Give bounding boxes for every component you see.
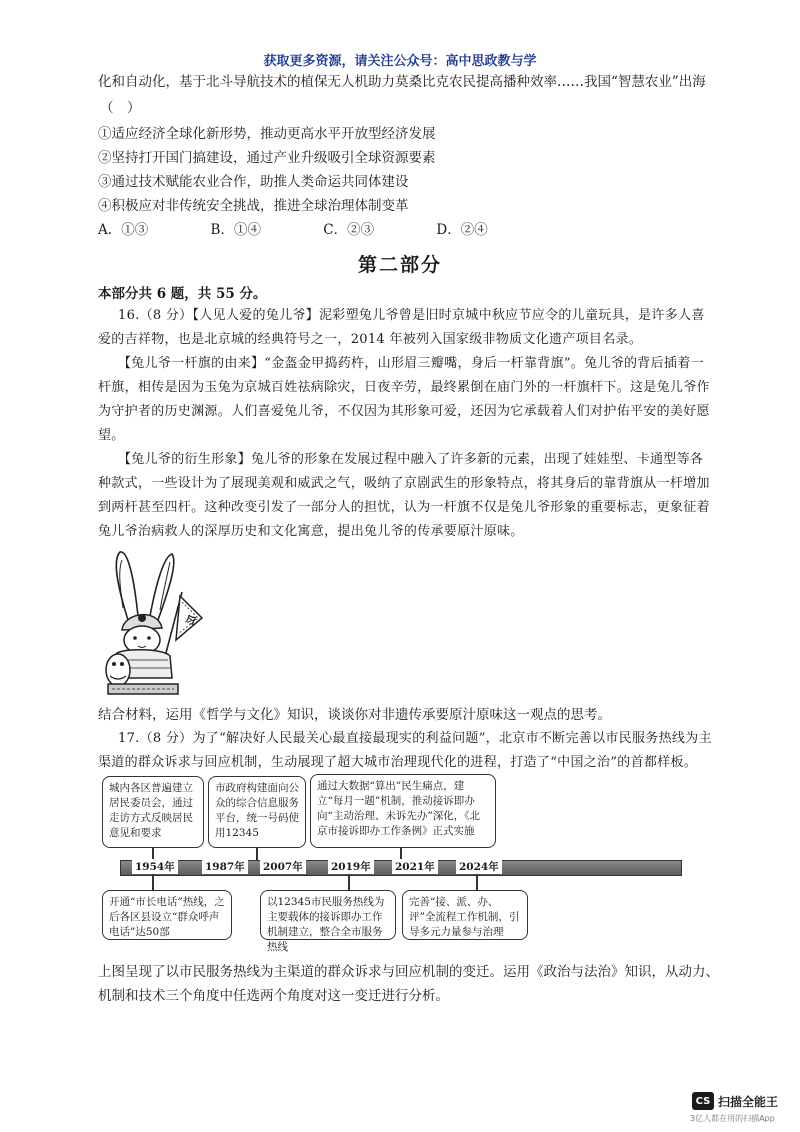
year-label: 2007年 [260,859,306,874]
q16-line-6: 望。 [98,428,125,443]
q15-option-1: ①适应经济全球化新形势，推动更高水平开放型经济发展 [98,126,436,142]
q16-line-10: 兔儿爷治病救人的深厚历史和文化寓意，提出兔儿爷的传承要原汁原味。 [98,524,524,539]
timeline-box-2024: 完善“接、派、办、评”全流程工作机制，引导多元力量参与治理 [402,890,528,940]
q16-line-3: 【兔儿爷一杆旗的由来】“金盔金甲捣药杵，山形眉三瓣嘴，身后一杆靠背旗”。兔儿爷的背后插着一 [118,356,704,371]
q16-line-5: 为守护者的历史渊源。人们喜爱兔儿爷，不仅因为其形象可爱，还因为它承载着人们对护佑平安的美好愿 [98,404,710,419]
year-label: 2021年 [392,859,438,874]
q15-stem-continuation: 化和自动化，基于北斗导航技术的植保无人机助力莫桑比克农民提高播种效率……我国“智慧农业”出海 [98,74,706,90]
q15-option-3: ③通过技术赋能农业合作，助推人类命运共同体建设 [98,174,409,190]
q15-choices [98,220,710,240]
q17-task-line-1: 上图呈现了以市民服务热线为主渠道的群众诉求与回应机制的变迁。运用《政治与法治》知识，从动力、 [98,964,719,980]
choice-c[interactable]: C．②③ [323,222,375,238]
connector [152,874,154,890]
choice-b[interactable]: B．①④ [210,222,261,238]
section-title: 第二部分 [357,254,442,276]
part2-intro: 本部分共 6 题，共 55 分。 [98,286,267,302]
timeline-box-1954: 城内各区普遍建立居民委员会，通过走访方式反映居民意见和要求 [102,776,204,848]
hotline-timeline-diagram [100,770,700,970]
q17-task-line-2: 机制和技术三个角度中任选两个角度对这一变迁进行分析。 [98,988,449,1004]
timeline-box-1987: 开通“市长电话”热线，之后各区县设立“群众呼声电话”达50部 [102,890,232,940]
camscanner-icon: CS [692,1092,714,1110]
timeline-box-2019: 以12345市民服务热线为主要载体的接诉即办工作机制建立，整合全市服务热线 [260,890,396,940]
page-header-banner: 获取更多资源，请关注公众号：高中思政教与学 [263,54,537,69]
q16-line-4: 杆旗，相传是因为玉兔为京城百姓祛病除灾，日夜辛劳，最终累倒在庙门外的一杆旗杆下。这是兔儿爷作 [98,380,710,395]
connector [348,874,350,890]
timeline-box-2007: 市政府构建面向公众的综合信息服务平台，统一号码使用12345 [208,776,306,848]
choice-a[interactable]: A．①③ [98,222,149,238]
camscanner-tagline: 3亿人都在用的扫描App [690,1114,775,1123]
year-label: 1987年 [202,859,248,874]
timeline-box-2021: 通过大数据“算出”民生痛点，建立“每月一题”机制，推动接诉即办向“主动治理、未诉先办”深化，《北京市接诉即办工作条例》正式实施 [310,774,496,848]
q16-line-2: 爱的吉祥物，也是北京城的经典符号之一，2014 年被列入国家级非物质文化遗产项目名录。 [98,332,643,347]
q15-option-4: ④积极应对非传统安全挑战，推进全球治理体制变革 [98,198,409,214]
q16-task: 结合材料，运用《哲学与文化》知识，谈谈你对非遗传承要原汁原味这一观点的思考。 [98,707,611,723]
connector [256,848,258,860]
q16-line-8: 种款式，一些设计为了展现美观和威武之气，吸纳了京剧武生的形象特点，将其身后的靠背旗从一杆增加 [98,476,710,491]
flag-character: 令 [183,612,200,630]
camscanner-name: 扫描全能王 [718,1094,779,1109]
q15-answer-blank: （ ） [100,100,141,116]
year-label: 2024年 [456,859,502,874]
choice-d[interactable]: D．②④ [436,222,488,238]
year-label: 1954年 [132,859,178,874]
connector [476,874,478,890]
q16-line-1: 16.（8 分）【人见人爱的兔儿爷】泥彩塑兔儿爷曾是旧时京城中秋应节应令的儿童玩具，是许多人喜 [118,308,705,323]
camscanner-logo [692,1092,778,1110]
q15-option-2: ②坚持打开国门搞建设，通过产业升级吸引全球资源要素 [98,150,436,166]
q16-line-9: 到两杆甚至四杆。这种改变引发了一部分人的担忧，认为一杆旗不仅是兔儿爷形象的重要标志，更象征着 [98,500,710,515]
year-label: 2019年 [328,859,374,874]
q17-line-2: 渠道的群众诉求与回应机制，生动展现了超大城市治理现代化的进程，打造了“中国之治”的首都样板。 [98,755,698,770]
q16-line-7: 【兔儿爷的衍生形象】兔儿爷的形象在发展过程中融入了许多新的元素，出现了娃娃型、卡通型等各 [118,452,704,467]
q17-line-1: 17.（8 分）为了“解决好人民最关心最直接最现实的利益问题”，北京市不断完善以市民服务热线为主 [118,731,712,746]
